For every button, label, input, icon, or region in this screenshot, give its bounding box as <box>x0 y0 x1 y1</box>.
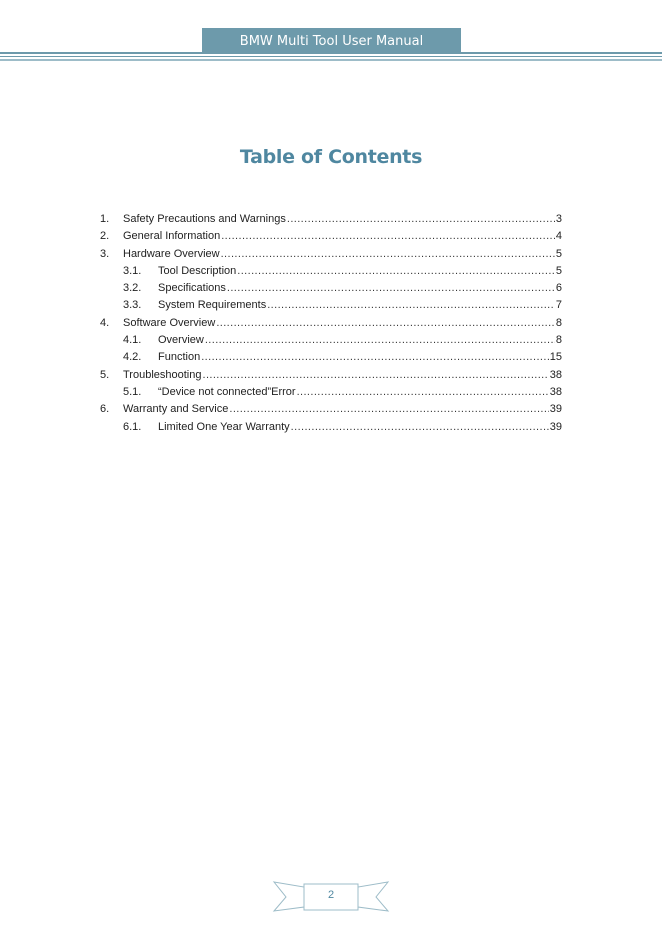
toc-entry-page: 38 <box>549 385 562 398</box>
page-footer <box>272 880 390 912</box>
toc-entry[interactable] <box>100 246 562 263</box>
dot-leader <box>287 211 555 228</box>
toc-entry-title: Hardware Overview <box>123 247 220 260</box>
dot-leader <box>291 419 549 436</box>
toc-entry-page: 38 <box>549 368 562 381</box>
dot-leader <box>221 246 555 263</box>
toc-entry-title: Software Overview <box>123 316 216 329</box>
toc-entry[interactable] <box>100 297 562 314</box>
toc-entry-title: Function <box>158 351 201 364</box>
toc-entry[interactable] <box>100 315 562 332</box>
toc-entry-title: Warranty and Service <box>123 403 229 416</box>
dot-leader <box>216 315 555 332</box>
toc-entry-page: 39 <box>549 420 562 433</box>
toc-entry-number: 6. <box>100 403 110 416</box>
toc-entry-number: 4. <box>100 316 110 329</box>
dot-leader <box>237 263 555 280</box>
toc-title: Table of Contents <box>239 146 423 168</box>
toc-entry-title: Safety Precautions and Warnings <box>123 213 286 225</box>
toc-entry-number: 5.1. <box>123 385 142 398</box>
toc-entry-title: General Information <box>123 230 221 243</box>
toc-entry[interactable] <box>100 332 562 349</box>
toc-entry[interactable] <box>100 263 562 280</box>
toc-entry[interactable] <box>100 367 562 384</box>
toc-entry-number: 3. <box>100 247 110 260</box>
dot-leader <box>267 297 555 314</box>
toc-entry[interactable] <box>100 384 562 401</box>
dot-leader <box>221 228 555 245</box>
table-of-contents <box>100 211 562 436</box>
running-header: BMW Multi Tool User Manual <box>202 28 461 52</box>
toc-entry-title: Overview <box>158 334 204 347</box>
dot-leader <box>205 332 555 349</box>
toc-entry-number: 1. <box>100 213 110 225</box>
dot-leader <box>229 401 548 418</box>
toc-entry[interactable] <box>100 349 562 366</box>
toc-entry-number: 4.2. <box>123 351 142 364</box>
toc-entry-title: Troubleshooting <box>123 368 202 381</box>
toc-entry[interactable] <box>100 280 562 297</box>
dot-leader <box>202 367 548 384</box>
toc-entry-title: “Device not connected”Error <box>158 385 296 398</box>
toc-entry-page: 3 <box>555 213 562 225</box>
toc-entry-page: 6 <box>555 282 562 295</box>
toc-entry-number: 2. <box>100 230 110 243</box>
toc-entry-page: 8 <box>555 334 562 347</box>
toc-entry-page: 15 <box>549 351 562 364</box>
toc-entry-number: 6.1. <box>123 420 142 433</box>
toc-entry-number: 3.1. <box>123 264 142 277</box>
toc-entry-title: Specifications <box>158 282 226 295</box>
toc-entry-page: 5 <box>555 264 562 277</box>
toc-entry-number: 4.1. <box>123 334 142 347</box>
dot-leader <box>227 280 555 297</box>
toc-entry-number: 3.2. <box>123 282 142 295</box>
dot-leader <box>201 349 549 366</box>
header-rule <box>0 52 662 54</box>
toc-entry-number: 3.3. <box>123 299 142 312</box>
toc-entry[interactable] <box>100 228 562 245</box>
toc-entry-page: 7 <box>555 299 562 312</box>
toc-entry-page: 5 <box>555 247 562 260</box>
toc-entry-page: 39 <box>549 403 562 416</box>
toc-entry[interactable] <box>100 211 562 228</box>
header-rule <box>0 56 662 57</box>
toc-entry-title: Limited One Year Warranty <box>158 420 290 433</box>
page-number: 2 <box>327 889 335 901</box>
toc-entry-title: Tool Description <box>158 264 237 277</box>
toc-entry[interactable] <box>100 401 562 418</box>
dot-leader <box>297 384 549 401</box>
toc-entry[interactable] <box>100 419 562 436</box>
toc-entry-page: 4 <box>555 230 562 243</box>
toc-entry-title: System Requirements <box>158 299 267 312</box>
toc-entry-number: 5. <box>100 368 110 381</box>
toc-entry-page: 8 <box>555 316 562 329</box>
header-rule <box>0 59 662 61</box>
